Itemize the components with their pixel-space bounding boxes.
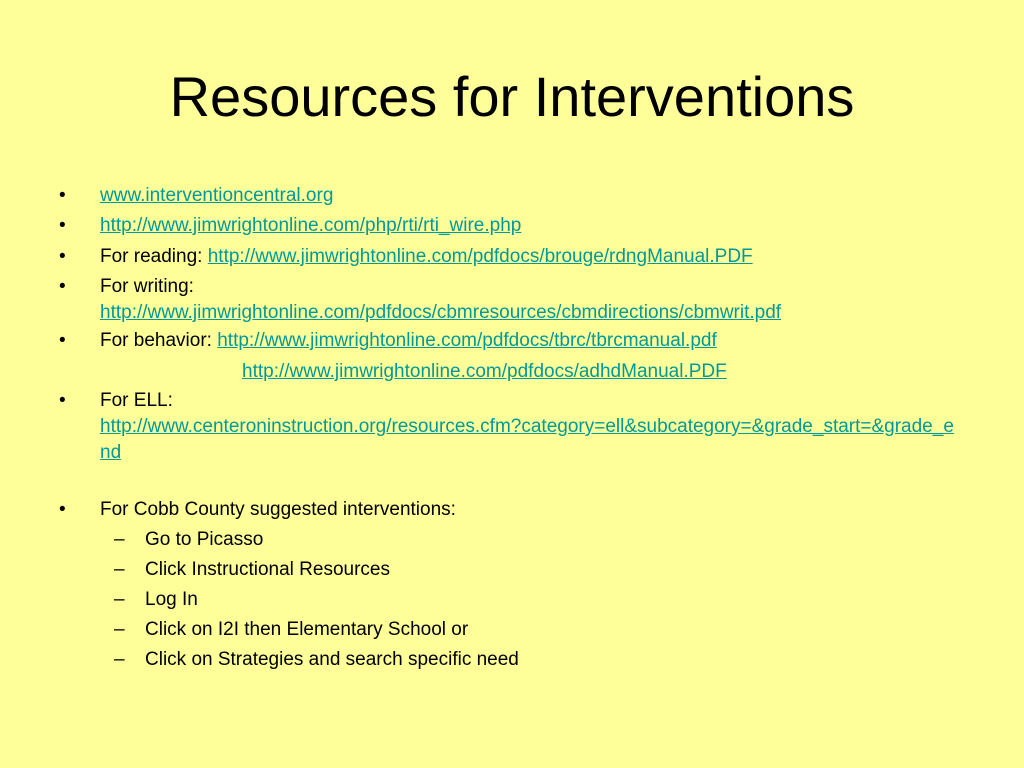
list-item (100, 244, 970, 270)
interventioncentral-link[interactable]: www.interventioncentral.org (100, 185, 334, 206)
list-item (100, 388, 960, 466)
behavior-tbrc-link[interactable]: http://www.jimwrightonline.com/pdfdocs/tbrc/tbrcmanual.pdf (217, 330, 717, 351)
list-item (100, 497, 970, 523)
slide-title: Resources for Interventions (169, 65, 855, 128)
dash-icon: – (114, 559, 125, 580)
writing-link[interactable]: http://www.jimwrightonline.com/pdfdocs/cbmresources/cbmdirections/cbmwrit.pdf (100, 302, 782, 323)
dash-icon: – (114, 529, 125, 550)
bullet-icon: • (59, 215, 66, 236)
bullet-icon: • (59, 246, 66, 267)
rti-wire-link[interactable]: http://www.jimwrightonline.com/php/rti/rti_wire.php (100, 215, 522, 236)
ell-link[interactable]: http://www.centeroninstruction.org/resources.cfm?category=ell&subcategory=&grade_start=&grade_end (100, 416, 954, 463)
list-item (100, 328, 970, 354)
list-item-continuation (242, 359, 1002, 385)
reading-manual-link[interactable]: http://www.jimwrightonline.com/pdfdocs/brouge/rdngManual.PDF (207, 246, 753, 267)
reading-label: For reading: (100, 246, 208, 267)
step-item: Click Instructional Resources (145, 559, 390, 580)
bullet-icon: • (59, 499, 66, 520)
bullet-icon: • (59, 390, 66, 411)
list-item (100, 274, 970, 326)
bullet-icon: • (59, 185, 66, 206)
behavior-adhd-link[interactable]: http://www.jimwrightonline.com/pdfdocs/adhdManual.PDF (242, 361, 727, 382)
dash-icon: – (114, 649, 125, 670)
writing-label: For writing: (100, 276, 194, 297)
list-item (100, 213, 970, 239)
list-item (100, 183, 970, 209)
dash-icon: – (114, 589, 125, 610)
bullet-icon: • (59, 276, 66, 297)
dash-icon: – (114, 619, 125, 640)
step-item: Click on I2I then Elementary School or (145, 619, 469, 640)
bullet-icon: • (59, 330, 66, 351)
step-item: Click on Strategies and search specific need (145, 649, 519, 670)
step-item: Log In (145, 589, 198, 610)
cobb-county-label: For Cobb County suggested interventions: (100, 499, 456, 520)
ell-label: For ELL: (100, 390, 173, 411)
behavior-label: For behavior: (100, 330, 218, 351)
step-item: Go to Picasso (145, 529, 264, 550)
